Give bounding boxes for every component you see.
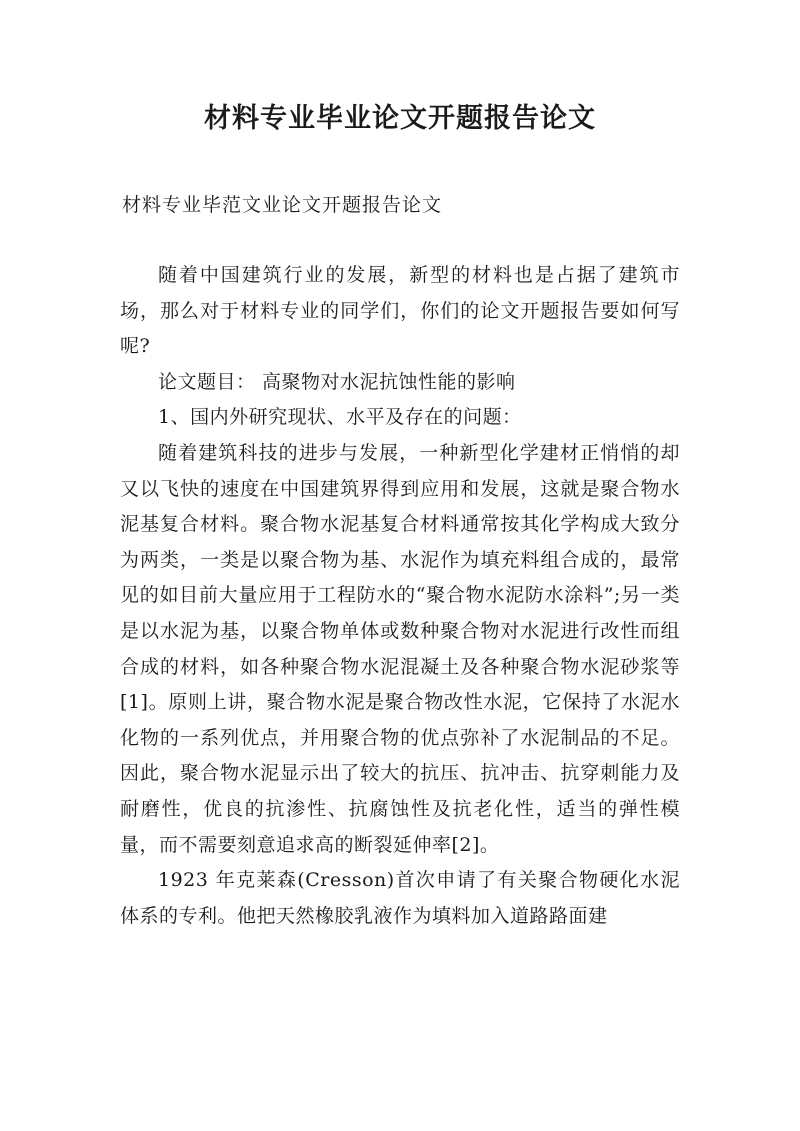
intro-paragraph: 随着中国建筑行业的发展，新型的材料也是占据了建筑市场，那么对于材料专业的同学们，你们的论文开题报告要如何写呢? — [120, 264, 680, 358]
section-heading: 1、国内外研究现状、水平及存在的问题： — [158, 406, 522, 429]
document-title: 材料专业毕业论文开题报告论文 — [204, 103, 596, 134]
document-body — [120, 258, 680, 934]
body-paragraph: 随着建筑科技的进步与发展，一种新型化学建材正悄悄的却又以飞快的速度在中国建筑界得到应用和发展，这就是聚合物水泥基复合材料。聚合物水泥基复合材料通常按其化学构成大致分为两类，一类是以聚合物为基、水泥作为填充料组合成的，最常见的如目前大量应用于工程防水的“聚合物水泥防水涂料”;另一类是以水泥为基，以聚合物单体或数种聚合物对水泥进行改性而组合成的材料，如各种聚合物水泥混凝土及各种聚合物水泥砂浆等[1]。原则上讲，聚合物水泥是聚合物改性水泥，它保持了水泥水化物的一系列优点，并用聚合物的优点弥补了水泥制品的不足。因此，聚合物水泥显示出了较大的抗压、抗冲击、抗穿刺能力及耐磨性，优良的抗渗性、抗腐蚀性及抗老化性，适当的弹性模量，而不需要刻意追求高的断裂延伸率[2]。 — [120, 441, 680, 856]
topic-line: 论文题目： 高聚物对水泥抗蚀性能的影响 — [158, 370, 516, 393]
body-paragraph: 1923 年克莱森(Cresson)首次申请了有关聚合物硬化水泥体系的专利。他把天然橡胶乳液作为填料加入道路路面建 — [120, 869, 680, 927]
document-subtitle: 材料专业毕范文业论文开题报告论文 — [122, 194, 443, 216]
